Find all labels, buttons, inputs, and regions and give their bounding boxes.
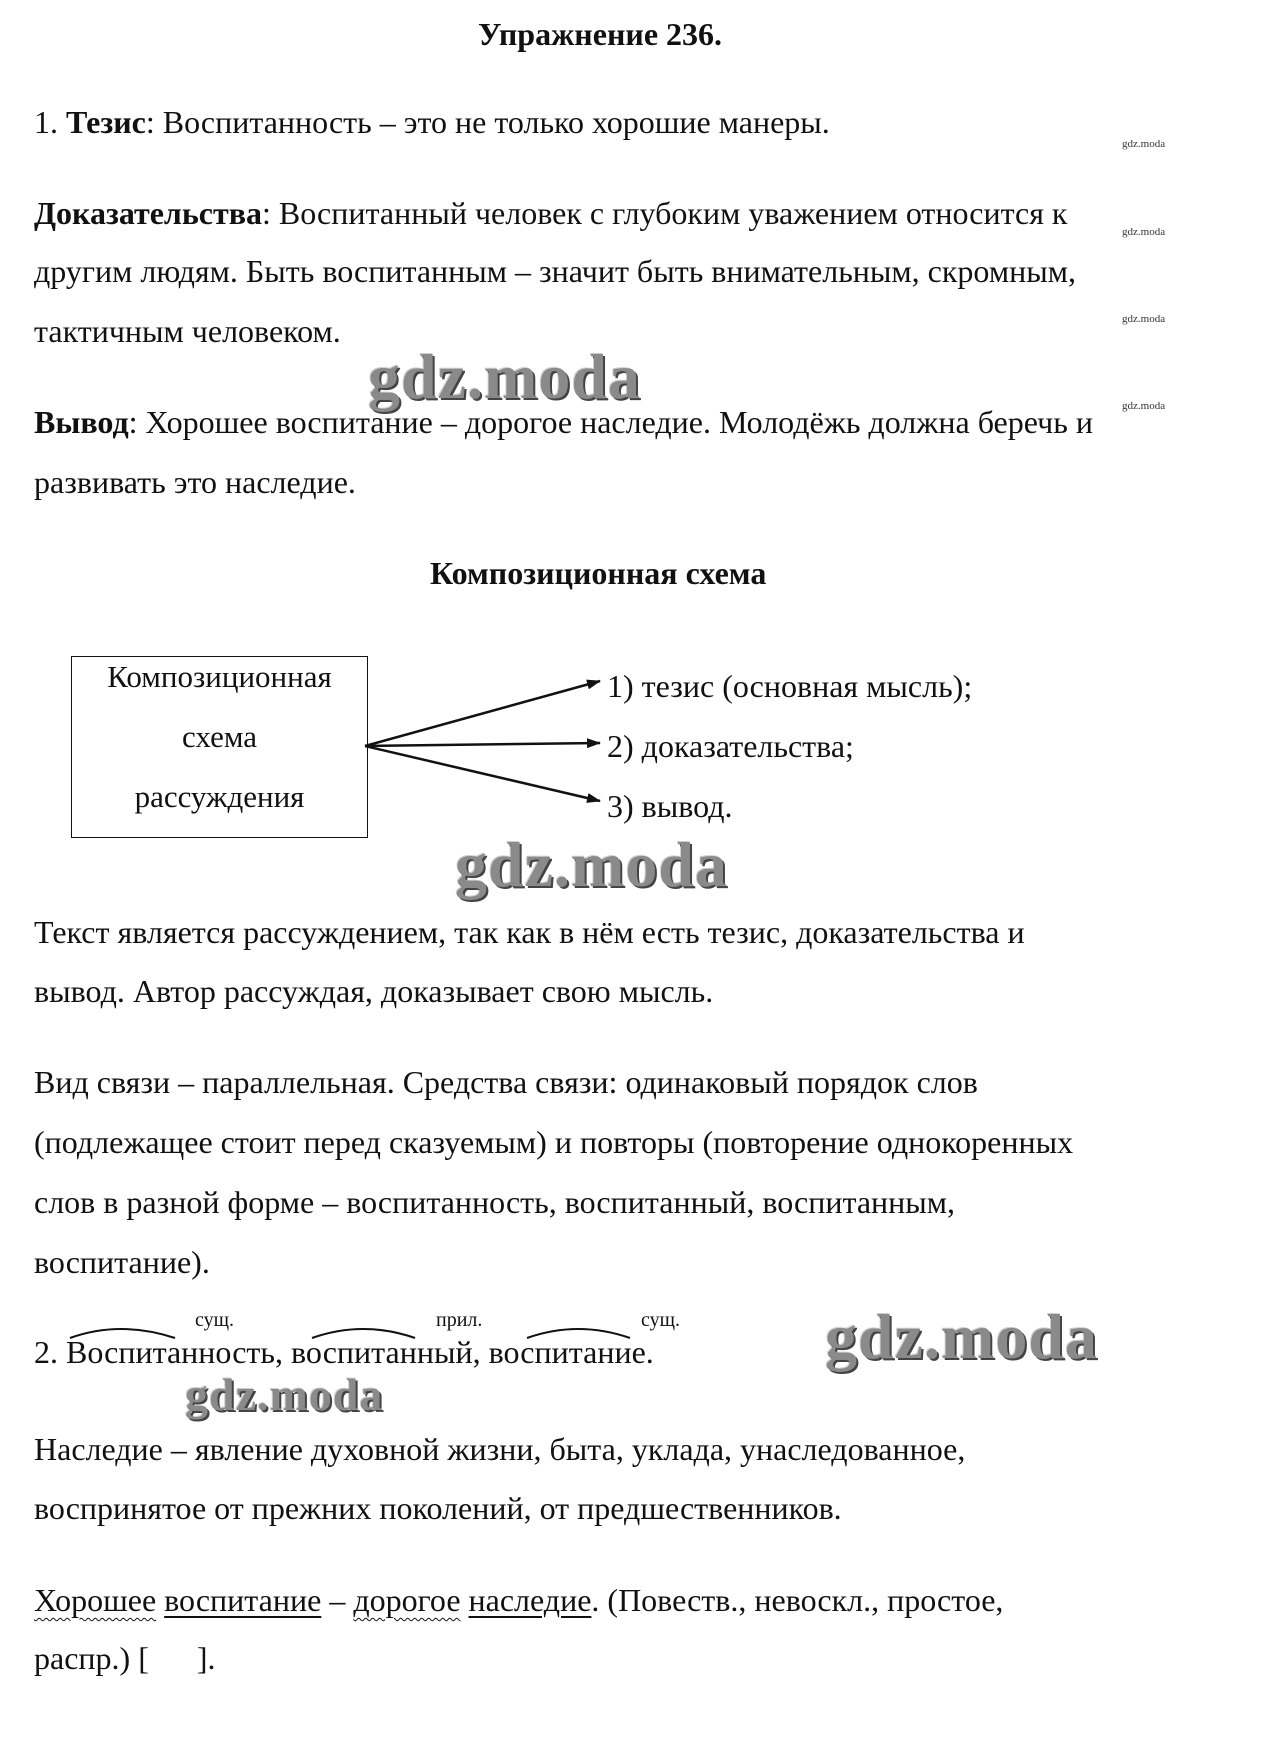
big-watermark-2: gdz.moda (455, 829, 728, 900)
proofs-line-2: другим людям. Быть воспитанным – значит быть внимательным, скромным, (34, 253, 1076, 289)
sentence-line-2: распр.) [ ]. (34, 1640, 216, 1676)
reasoning-line-1: Текст является рассуждением, так как в нём есть тезис, доказательства и (34, 914, 1025, 950)
exercise-title: Упражнение 236. (478, 16, 723, 52)
scheme-box-line-1: Композиционная (107, 659, 332, 694)
big-watermark-3: gdz.moda (825, 1301, 1098, 1372)
conclusion-text-1: : Хорошее воспитание – дорогое наследие. Молодёжь должна беречь и (128, 404, 1093, 440)
connection-line-1: Вид связи – параллельная. Средства связи: одинаковый порядок слов (34, 1064, 978, 1100)
connection-line-4: воспитание). (34, 1244, 210, 1280)
connection-line-2: (подлежащее стоит перед сказуемым) и повторы (повторение однокоренных (34, 1124, 1074, 1160)
proofs-line-3: тактичным человеком. (34, 313, 341, 349)
scheme-box-line-2: схема (181, 719, 257, 754)
small-watermark-4: gdz.moda (1122, 400, 1166, 412)
proofs-text-1: : Воспитанный человек с глубоким уважением относится к (262, 195, 1068, 231)
scheme-box-line-3: рассуждения (134, 779, 305, 814)
word-2: воспитанный (291, 1334, 473, 1370)
conclusion-line-2: развивать это наследие. (34, 464, 356, 500)
small-watermark-3: gdz.moda (1122, 313, 1166, 325)
sentence-line-1 (34, 1582, 1003, 1619)
sentence-word-attr-2: дорогое (353, 1582, 461, 1618)
thesis-number: 1. (34, 104, 58, 140)
proofs-label: Доказательства (34, 195, 262, 231)
connection-line-3: слов в разной форме – воспитанность, воспитанный, воспитанным, (34, 1184, 956, 1220)
section2-words-line (34, 1334, 654, 1371)
word-3-sep: . (645, 1334, 654, 1370)
small-watermark-1: gdz.moda (1122, 138, 1166, 150)
small-watermark-2: gdz.moda (1122, 226, 1166, 238)
word-mark-1: сущ. (195, 1309, 235, 1331)
scheme-item-conclusion: 3) вывод. (607, 788, 733, 824)
sentence-dash: – (321, 1582, 354, 1618)
word-2-sep: , (472, 1334, 489, 1370)
word-1: Воспитанность (66, 1334, 275, 1370)
sentence-characteristics: . (Повеств., невоскл., простое, (591, 1582, 1004, 1618)
scheme-item-thesis: 1) тезис (основная мысль); (607, 668, 973, 704)
definition-line-2: воспринятое от прежних поколений, от предшественников. (34, 1490, 842, 1526)
big-watermark-4: gdz.moda (185, 1369, 384, 1420)
scheme-heading: Композиционная схема (430, 555, 767, 591)
conclusion-label: Вывод (34, 404, 129, 440)
thesis-label: Тезис (66, 104, 146, 140)
sentence-subject: воспитание (164, 1582, 322, 1618)
sentence-predicate: наследие (468, 1582, 592, 1618)
thesis-text: : Воспитанность – это не только хорошие манеры. (145, 104, 830, 140)
word-mark-3: сущ. (641, 1309, 681, 1331)
section2-number: 2. (34, 1334, 58, 1370)
word-1-sep: , (275, 1334, 291, 1370)
big-watermark-1: gdz.moda (368, 341, 641, 412)
word-mark-2: прил. (436, 1309, 483, 1331)
definition-line-1: Наследие – явление духовной жизни, быта, уклада, унаследованное, (34, 1431, 966, 1467)
reasoning-line-2: вывод. Автор рассуждая, доказывает свою мысль. (34, 973, 714, 1009)
sentence-word-attr-1: Хорошее (34, 1582, 157, 1618)
word-3: воспитание (488, 1334, 646, 1370)
scheme-item-proofs: 2) доказательства; (607, 728, 854, 764)
